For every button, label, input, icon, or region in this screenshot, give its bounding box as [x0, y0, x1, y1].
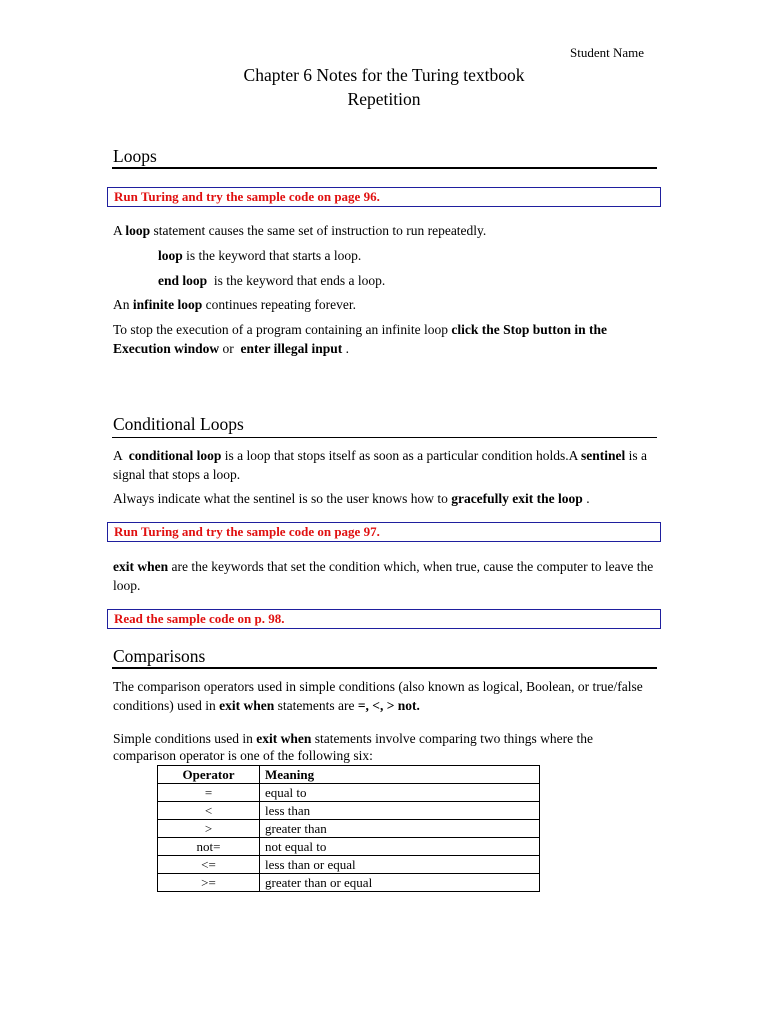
meaning-cell: less than: [260, 802, 540, 820]
text: A: [113, 448, 129, 463]
paragraph: [113, 489, 658, 508]
section-rule: [112, 667, 657, 669]
table-row: [158, 856, 540, 874]
text: or: [219, 341, 241, 356]
text: Always indicate what the sentinel is so the user knows how to: [113, 491, 452, 506]
section-heading-loops: Loops: [113, 146, 157, 166]
callout-box: Run Turing and try the sample code on page 97.: [107, 522, 661, 542]
text: Simple conditions used in: [113, 731, 257, 746]
keyword: infinite loop: [132, 297, 203, 312]
text: is the keyword that ends a loop.: [207, 273, 386, 288]
meaning-cell: greater than: [260, 820, 540, 838]
text: .: [342, 341, 350, 356]
paragraph: [113, 221, 658, 240]
keyword: click the Stop button in the Execution window: [113, 322, 611, 356]
paragraph: [158, 246, 703, 265]
operator-cell: >=: [158, 874, 260, 892]
keyword: end loop: [158, 273, 208, 288]
text: An: [113, 297, 133, 312]
section-rule: [112, 167, 657, 169]
table-row: [158, 784, 540, 802]
page-title: Chapter 6 Notes for the Turing textbook: [243, 65, 525, 85]
operator-cell: <: [158, 802, 260, 820]
meaning-cell: equal to: [260, 784, 540, 802]
operator-cell: <=: [158, 856, 260, 874]
keyword: gracefully exit the loop: [451, 491, 583, 506]
meaning-cell: less than or equal: [260, 856, 540, 874]
keyword: conditional loop: [128, 448, 222, 463]
text: statements involve comparing two things where the comparison operator is one of the following six:: [113, 731, 593, 763]
operator-cell: >: [158, 820, 260, 838]
paragraph: [113, 446, 658, 484]
keyword: exit when: [256, 731, 312, 746]
keyword: loop: [125, 223, 151, 238]
paragraph: [158, 271, 703, 290]
table-row: [158, 802, 540, 820]
text: To stop the execution of a program containing an infinite loop: [113, 322, 452, 337]
meaning-cell: not equal to: [260, 838, 540, 856]
paragraph: [113, 677, 658, 715]
column-header-operator: Operator: [158, 766, 260, 784]
section-heading-comparisons: Comparisons: [113, 646, 206, 666]
callout-box: Read the sample code on p. 98.: [107, 609, 661, 629]
text: is the keyword that starts a loop.: [182, 248, 362, 263]
paragraph: [113, 295, 658, 314]
keyword: loop: [158, 248, 183, 263]
meaning-cell: greater than or equal: [260, 874, 540, 892]
section-heading-conditional-loops: Conditional Loops: [113, 414, 244, 434]
text: continues repeating forever.: [202, 297, 356, 312]
text: are the keywords that set the condition which, when true, cause the computer to leave the loop.: [113, 559, 654, 593]
keyword: exit when: [113, 559, 169, 574]
keyword: enter illegal input: [240, 341, 343, 356]
text: is a signal that stops a loop.: [113, 448, 651, 482]
student-name: Student Name: [569, 45, 644, 60]
text: statements are: [274, 698, 358, 713]
keyword: sentinel: [581, 448, 626, 463]
table-row: [158, 820, 540, 838]
operator-table: [157, 765, 540, 892]
section-rule: [112, 437, 657, 438]
text: is a loop that stops itself as soon as a particular condition holds.A: [221, 448, 581, 463]
callout-box: Run Turing and try the sample code on page 96.: [107, 187, 661, 207]
paragraph: [113, 730, 658, 764]
page-subtitle: Repetition: [347, 89, 421, 109]
text: statement causes the same set of instruction to run repeatedly.: [150, 223, 487, 238]
table-row: [158, 874, 540, 892]
paragraph: [113, 557, 658, 595]
keyword: =, <, > not.: [357, 698, 420, 713]
table-header-row: [158, 766, 540, 784]
operator-cell: =: [158, 784, 260, 802]
column-header-meaning: Meaning: [260, 766, 540, 784]
paragraph: [113, 320, 658, 358]
operator-cell: not=: [158, 838, 260, 856]
table-row: [158, 838, 540, 856]
text: .: [582, 491, 590, 506]
keyword: exit when: [219, 698, 275, 713]
text: A: [113, 223, 126, 238]
text: The comparison operators used in simple conditions (also known as logical, Boolean, or true/false conditions) used in: [113, 679, 643, 713]
